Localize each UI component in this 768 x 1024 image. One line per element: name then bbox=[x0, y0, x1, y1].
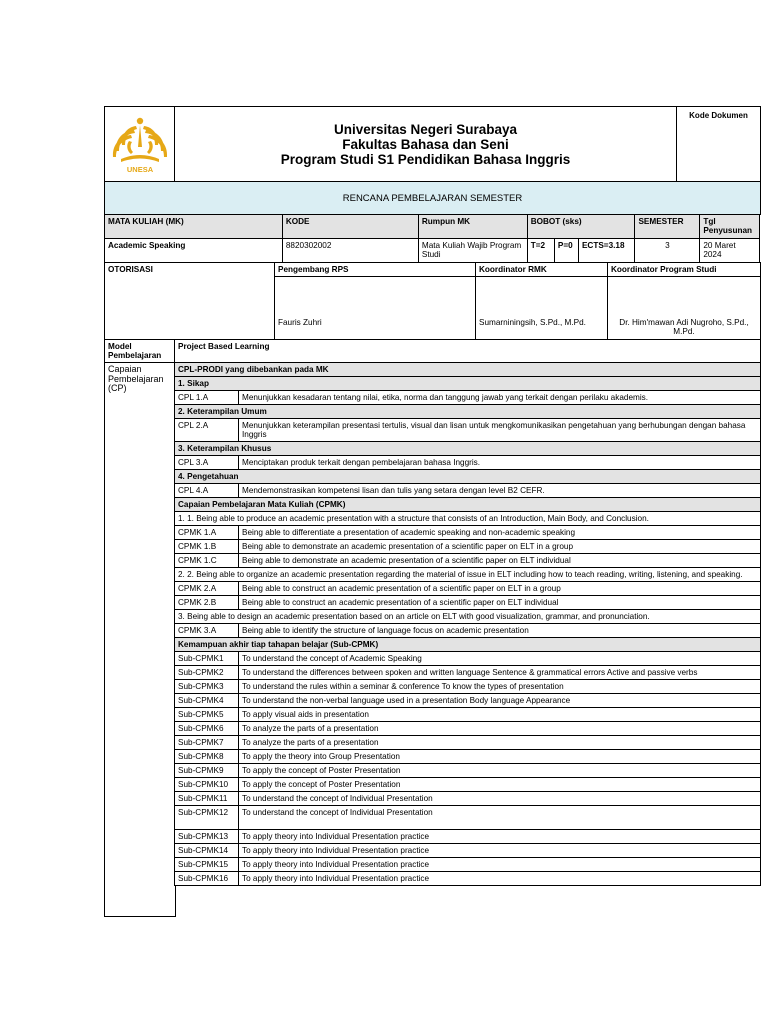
cpmk-text: Being able to construct an academic presentation of a scientific paper on ELT individual bbox=[239, 596, 761, 610]
course-semester: 3 bbox=[635, 239, 700, 263]
cpmk-heading: Capaian Pembelajaran Mata Kuliah (CPMK) bbox=[175, 498, 761, 512]
sub-cpmk-code: Sub-CPMK15 bbox=[175, 858, 239, 872]
label-tgl: Tgl Penyusunan bbox=[700, 215, 760, 239]
cp-table bbox=[104, 339, 761, 886]
sub-cpmk-text: To understand the non-verbal language used in a presentation Body language Appearance bbox=[239, 694, 761, 708]
section-heading: 4. Pengetahuan bbox=[175, 470, 761, 484]
sub-cpmk-text: To understand the concept of Individual Presentation bbox=[239, 806, 761, 830]
cpmk-group-text: 3. Being able to design an academic presentation based on an article on ELT with good visualization, grammar, and pronunciation. bbox=[175, 610, 761, 624]
cpmk-text: Being able to demonstrate an academic presentation of a scientific paper on ELT individual bbox=[239, 554, 761, 568]
section-heading: 3. Keterampilan Khusus bbox=[175, 442, 761, 456]
logo-cell bbox=[105, 107, 175, 182]
unesa-logo-icon bbox=[109, 111, 171, 175]
model-value: Project Based Learning bbox=[175, 340, 761, 363]
course-date: 20 Maret 2024 bbox=[700, 239, 760, 263]
sub-cpmk-code: Sub-CPMK4 bbox=[175, 694, 239, 708]
cpmk-code: CPMK 3.A bbox=[175, 624, 239, 638]
label-rumpun: Rumpun MK bbox=[418, 215, 527, 239]
sub-cpmk-heading: Kemampuan akhir tiap tahapan belajar (Sub-CPMK) bbox=[175, 638, 761, 652]
section-heading: 1. Sikap bbox=[175, 377, 761, 391]
koordinator-prodi-name: Dr. Him'mawan Adi Nugroho, S.Pd., M.Pd. bbox=[608, 277, 761, 340]
cpl-text: Menunjukkan kesadaran tentang nilai, etika, norma dan tanggung jawab yang terkait dengan perilaku akademis. bbox=[239, 391, 761, 405]
sub-cpmk-code: Sub-CPMK11 bbox=[175, 792, 239, 806]
sub-cpmk-code: Sub-CPMK9 bbox=[175, 764, 239, 778]
cpl-text: Mendemonstrasikan kompetensi lisan dan tulis yang setara dengan level B2 CEFR. bbox=[239, 484, 761, 498]
sub-cpmk-text: To understand the concept of Academic Speaking bbox=[239, 652, 761, 666]
cpmk-text: Being able to demonstrate an academic presentation of a scientific paper on ELT in a group bbox=[239, 540, 761, 554]
label-capaian: Capaian Pembelajaran (CP) bbox=[105, 363, 175, 886]
sub-cpmk-code: Sub-CPMK7 bbox=[175, 736, 239, 750]
label-mata-kuliah: MATA KULIAH (MK) bbox=[105, 215, 283, 239]
sub-cpmk-code: Sub-CPMK6 bbox=[175, 722, 239, 736]
label-model: Model Pembelajaran bbox=[105, 340, 175, 363]
sub-cpmk-text: To apply theory into Individual Presentation practice bbox=[239, 872, 761, 886]
pengembang-name: Fauris Zuhri bbox=[275, 277, 476, 340]
sub-cpmk-code: Sub-CPMK16 bbox=[175, 872, 239, 886]
header-table bbox=[104, 106, 761, 215]
label-koordinator-prodi: Koordinator Program Studi bbox=[608, 263, 761, 277]
course-rumpun: Mata Kuliah Wajib Program Studi bbox=[418, 239, 527, 263]
sub-cpmk-code: Sub-CPMK8 bbox=[175, 750, 239, 764]
sub-cpmk-text: To understand the differences between spoken and written language Sentence & grammatical errors Active and passive verbs bbox=[239, 666, 761, 680]
sub-cpmk-text: To apply visual aids in presentation bbox=[239, 708, 761, 722]
sub-cpmk-text: To understand the rules within a seminar & conference To know the types of presentation bbox=[239, 680, 761, 694]
cpl-code: CPL 4.A bbox=[175, 484, 239, 498]
program-name: Program Studi S1 Pendidikan Bahasa Inggris bbox=[280, 151, 571, 167]
sub-cpmk-text: To apply theory into Individual Presentation practice bbox=[239, 830, 761, 844]
cpmk-group-text: 2. 2. Being able to organize an academic presentation regarding the material of issue in ELT including how to teach reading, writing, listening, and speaking. bbox=[175, 568, 761, 582]
course-info-table bbox=[104, 214, 760, 263]
cpmk-code: CPMK 1.C bbox=[175, 554, 239, 568]
otorisasi-table bbox=[104, 262, 761, 340]
cpl-code: CPL 1.A bbox=[175, 391, 239, 405]
document-title: RENCANA PEMBELAJARAN SEMESTER bbox=[105, 182, 761, 215]
cpl-code: CPL 3.A bbox=[175, 456, 239, 470]
cpl-text: Menciptakan produk terkait dengan pembelajaran bahasa Inggris. bbox=[239, 456, 761, 470]
sub-cpmk-text: To apply theory into Individual Presentation practice bbox=[239, 844, 761, 858]
credit-t: T=2 bbox=[527, 239, 554, 263]
cpl-code: CPL 2.A bbox=[175, 419, 239, 442]
sub-cpmk-code: Sub-CPMK12 bbox=[175, 806, 239, 830]
sub-cpmk-code: Sub-CPMK5 bbox=[175, 708, 239, 722]
institution-title bbox=[175, 107, 677, 182]
sub-cpmk-text: To analyze the parts of a presentation bbox=[239, 736, 761, 750]
sub-cpmk-code: Sub-CPMK3 bbox=[175, 680, 239, 694]
trailing-area bbox=[104, 885, 760, 917]
cpmk-code: CPMK 1.B bbox=[175, 540, 239, 554]
label-otorisasi: OTORISASI bbox=[105, 263, 275, 340]
sub-cpmk-text: To apply the concept of Poster Presentation bbox=[239, 778, 761, 792]
cpmk-code: CPMK 2.A bbox=[175, 582, 239, 596]
cpmk-text: Being able to construct an academic presentation of a scientific paper on ELT in a group bbox=[239, 582, 761, 596]
sub-cpmk-text: To apply theory into Individual Presentation practice bbox=[239, 858, 761, 872]
logo-text: UNESA bbox=[126, 165, 154, 174]
cpmk-group-text: 1. 1. Being able to produce an academic presentation with a structure that consists of an Introduction, Main Body, and Conclusion. bbox=[175, 512, 761, 526]
university-name: Universitas Negeri Surabaya bbox=[333, 121, 518, 137]
koordinator-rmk-name: Sumarniningsih, S.Pd., M.Pd. bbox=[476, 277, 608, 340]
kode-dokumen: Kode Dokumen bbox=[677, 107, 761, 182]
sub-cpmk-code: Sub-CPMK14 bbox=[175, 844, 239, 858]
cpl-heading: CPL-PRODI yang dibebankan pada MK bbox=[175, 363, 761, 377]
label-semester: SEMESTER bbox=[635, 215, 700, 239]
sub-cpmk-text: To apply the theory into Group Presentation bbox=[239, 750, 761, 764]
label-pengembang: Pengembang RPS bbox=[275, 263, 476, 277]
cpmk-code: CPMK 2.B bbox=[175, 596, 239, 610]
cpmk-text: Being able to identify the structure of language focus on academic presentation bbox=[239, 624, 761, 638]
sub-cpmk-text: To understand the concept of Individual Presentation bbox=[239, 792, 761, 806]
label-koordinator-rmk: Koordinator RMK bbox=[476, 263, 608, 277]
label-bobot: BOBOT (sks) bbox=[527, 215, 635, 239]
faculty-name: Fakultas Bahasa dan Seni bbox=[342, 136, 509, 152]
sub-cpmk-text: To apply the concept of Poster Presentation bbox=[239, 764, 761, 778]
sub-cpmk-code: Sub-CPMK2 bbox=[175, 666, 239, 680]
course-code: 8820302002 bbox=[282, 239, 418, 263]
sub-cpmk-code: Sub-CPMK13 bbox=[175, 830, 239, 844]
label-kode: KODE bbox=[282, 215, 418, 239]
sub-cpmk-code: Sub-CPMK10 bbox=[175, 778, 239, 792]
rps-document bbox=[104, 106, 760, 917]
section-heading: 2. Keterampilan Umum bbox=[175, 405, 761, 419]
sub-cpmk-code: Sub-CPMK1 bbox=[175, 652, 239, 666]
cpl-text: Menunjukkan keterampilan presentasi tertulis, visual dan lisan untuk mengkomunikasikan pengetahuan yang berhubungan dengan bahasa Inggris bbox=[239, 419, 761, 442]
course-name: Academic Speaking bbox=[105, 239, 283, 263]
cpmk-text: Being able to differentiate a presentation of academic speaking and non-academic speaking bbox=[239, 526, 761, 540]
credit-ects: ECTS=3.18 bbox=[578, 239, 635, 263]
cpmk-code: CPMK 1.A bbox=[175, 526, 239, 540]
credit-p: P=0 bbox=[554, 239, 578, 263]
sub-cpmk-text: To analyze the parts of a presentation bbox=[239, 722, 761, 736]
